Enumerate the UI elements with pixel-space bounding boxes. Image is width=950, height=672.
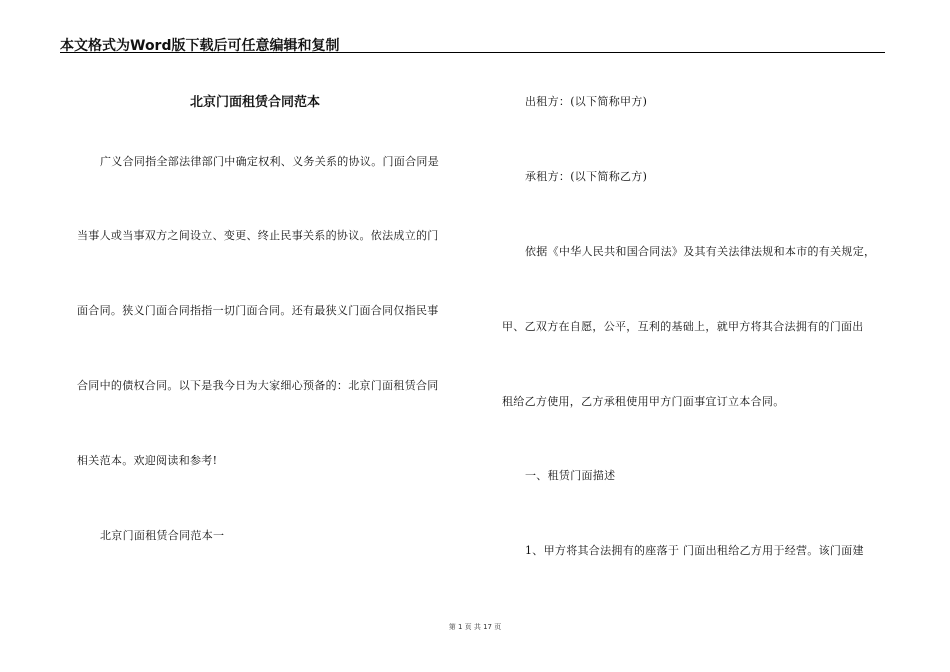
lessee-field: 承租方：(以下简称乙方) bbox=[525, 170, 648, 183]
right-paragraph-line: 甲、乙双方在自愿，公平，互利的基础上，就甲方将其合法拥有的门面出 bbox=[502, 320, 864, 333]
right-paragraph-line: 租给乙方使用，乙方承租使用甲方门面事宜订立本合同。 bbox=[502, 395, 785, 408]
header-divider bbox=[60, 52, 885, 53]
document-header-banner: 本文格式为Word版下载后可任意编辑和复制 bbox=[60, 38, 340, 54]
left-paragraph-line: 合同中的债权合同。以下是我今日为大家细心预备的：北京门面租赁合同 bbox=[77, 379, 439, 392]
section-heading-sample-one: 北京门面租赁合同范本一 bbox=[100, 529, 225, 542]
left-paragraph-line: 相关范本。欢迎阅读和参考! bbox=[77, 454, 218, 467]
document-title: 北京门面租赁合同范本 bbox=[190, 95, 321, 110]
section-heading-premises: 一、租赁门面描述 bbox=[525, 469, 616, 482]
left-paragraph-line: 面合同。狭义门面合同指指一切门面合同。还有最狭义门面合同仅指民事 bbox=[77, 304, 439, 317]
lessor-field: 出租方：(以下简称甲方) bbox=[525, 95, 648, 108]
page-number-footer: 第 1 页 共 17 页 bbox=[448, 623, 502, 631]
left-paragraph-line: 广义合同指全部法律部门中确定权利、义务关系的协议。门面合同是 bbox=[100, 155, 439, 168]
right-paragraph-line: 依据《中华人民共和国合同法》及其有关法律法规和本市的有关规定， bbox=[525, 245, 876, 258]
left-paragraph-line: 当事人或当事双方之间设立、变更、终止民事关系的协议。依法成立的门 bbox=[77, 229, 439, 242]
right-paragraph-line: 1、甲方将其合法拥有的座落于 门面出租给乙方用于经营。该门面建 bbox=[525, 544, 864, 557]
